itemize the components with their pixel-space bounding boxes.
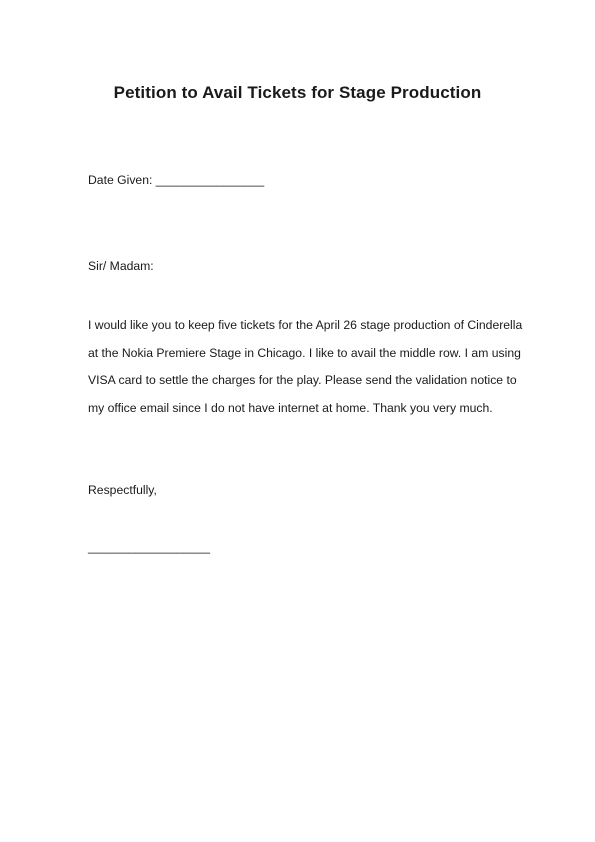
- body-line: VISA card to settle the charges for the play. Please send the validation notice to: [88, 373, 517, 387]
- body-line: at the Nokia Premiere Stage in Chicago. I like to avail the middle row. I am using: [88, 345, 521, 360]
- salutation: Sir/ Madam:: [88, 259, 154, 273]
- closing: Respectfully,: [88, 483, 157, 497]
- document-title: Petition to Avail Tickets for Stage Production: [113, 83, 482, 102]
- body-line: I would like you to keep five tickets for the April 26 stage production of Cinderella: [88, 318, 523, 332]
- signature-line: __________________: [88, 540, 211, 554]
- date-line: Date Given: ________________: [88, 173, 265, 187]
- body-line: my office email since I do not have internet at home. Thank you very much.: [88, 400, 493, 415]
- body-paragraph: [88, 312, 528, 422]
